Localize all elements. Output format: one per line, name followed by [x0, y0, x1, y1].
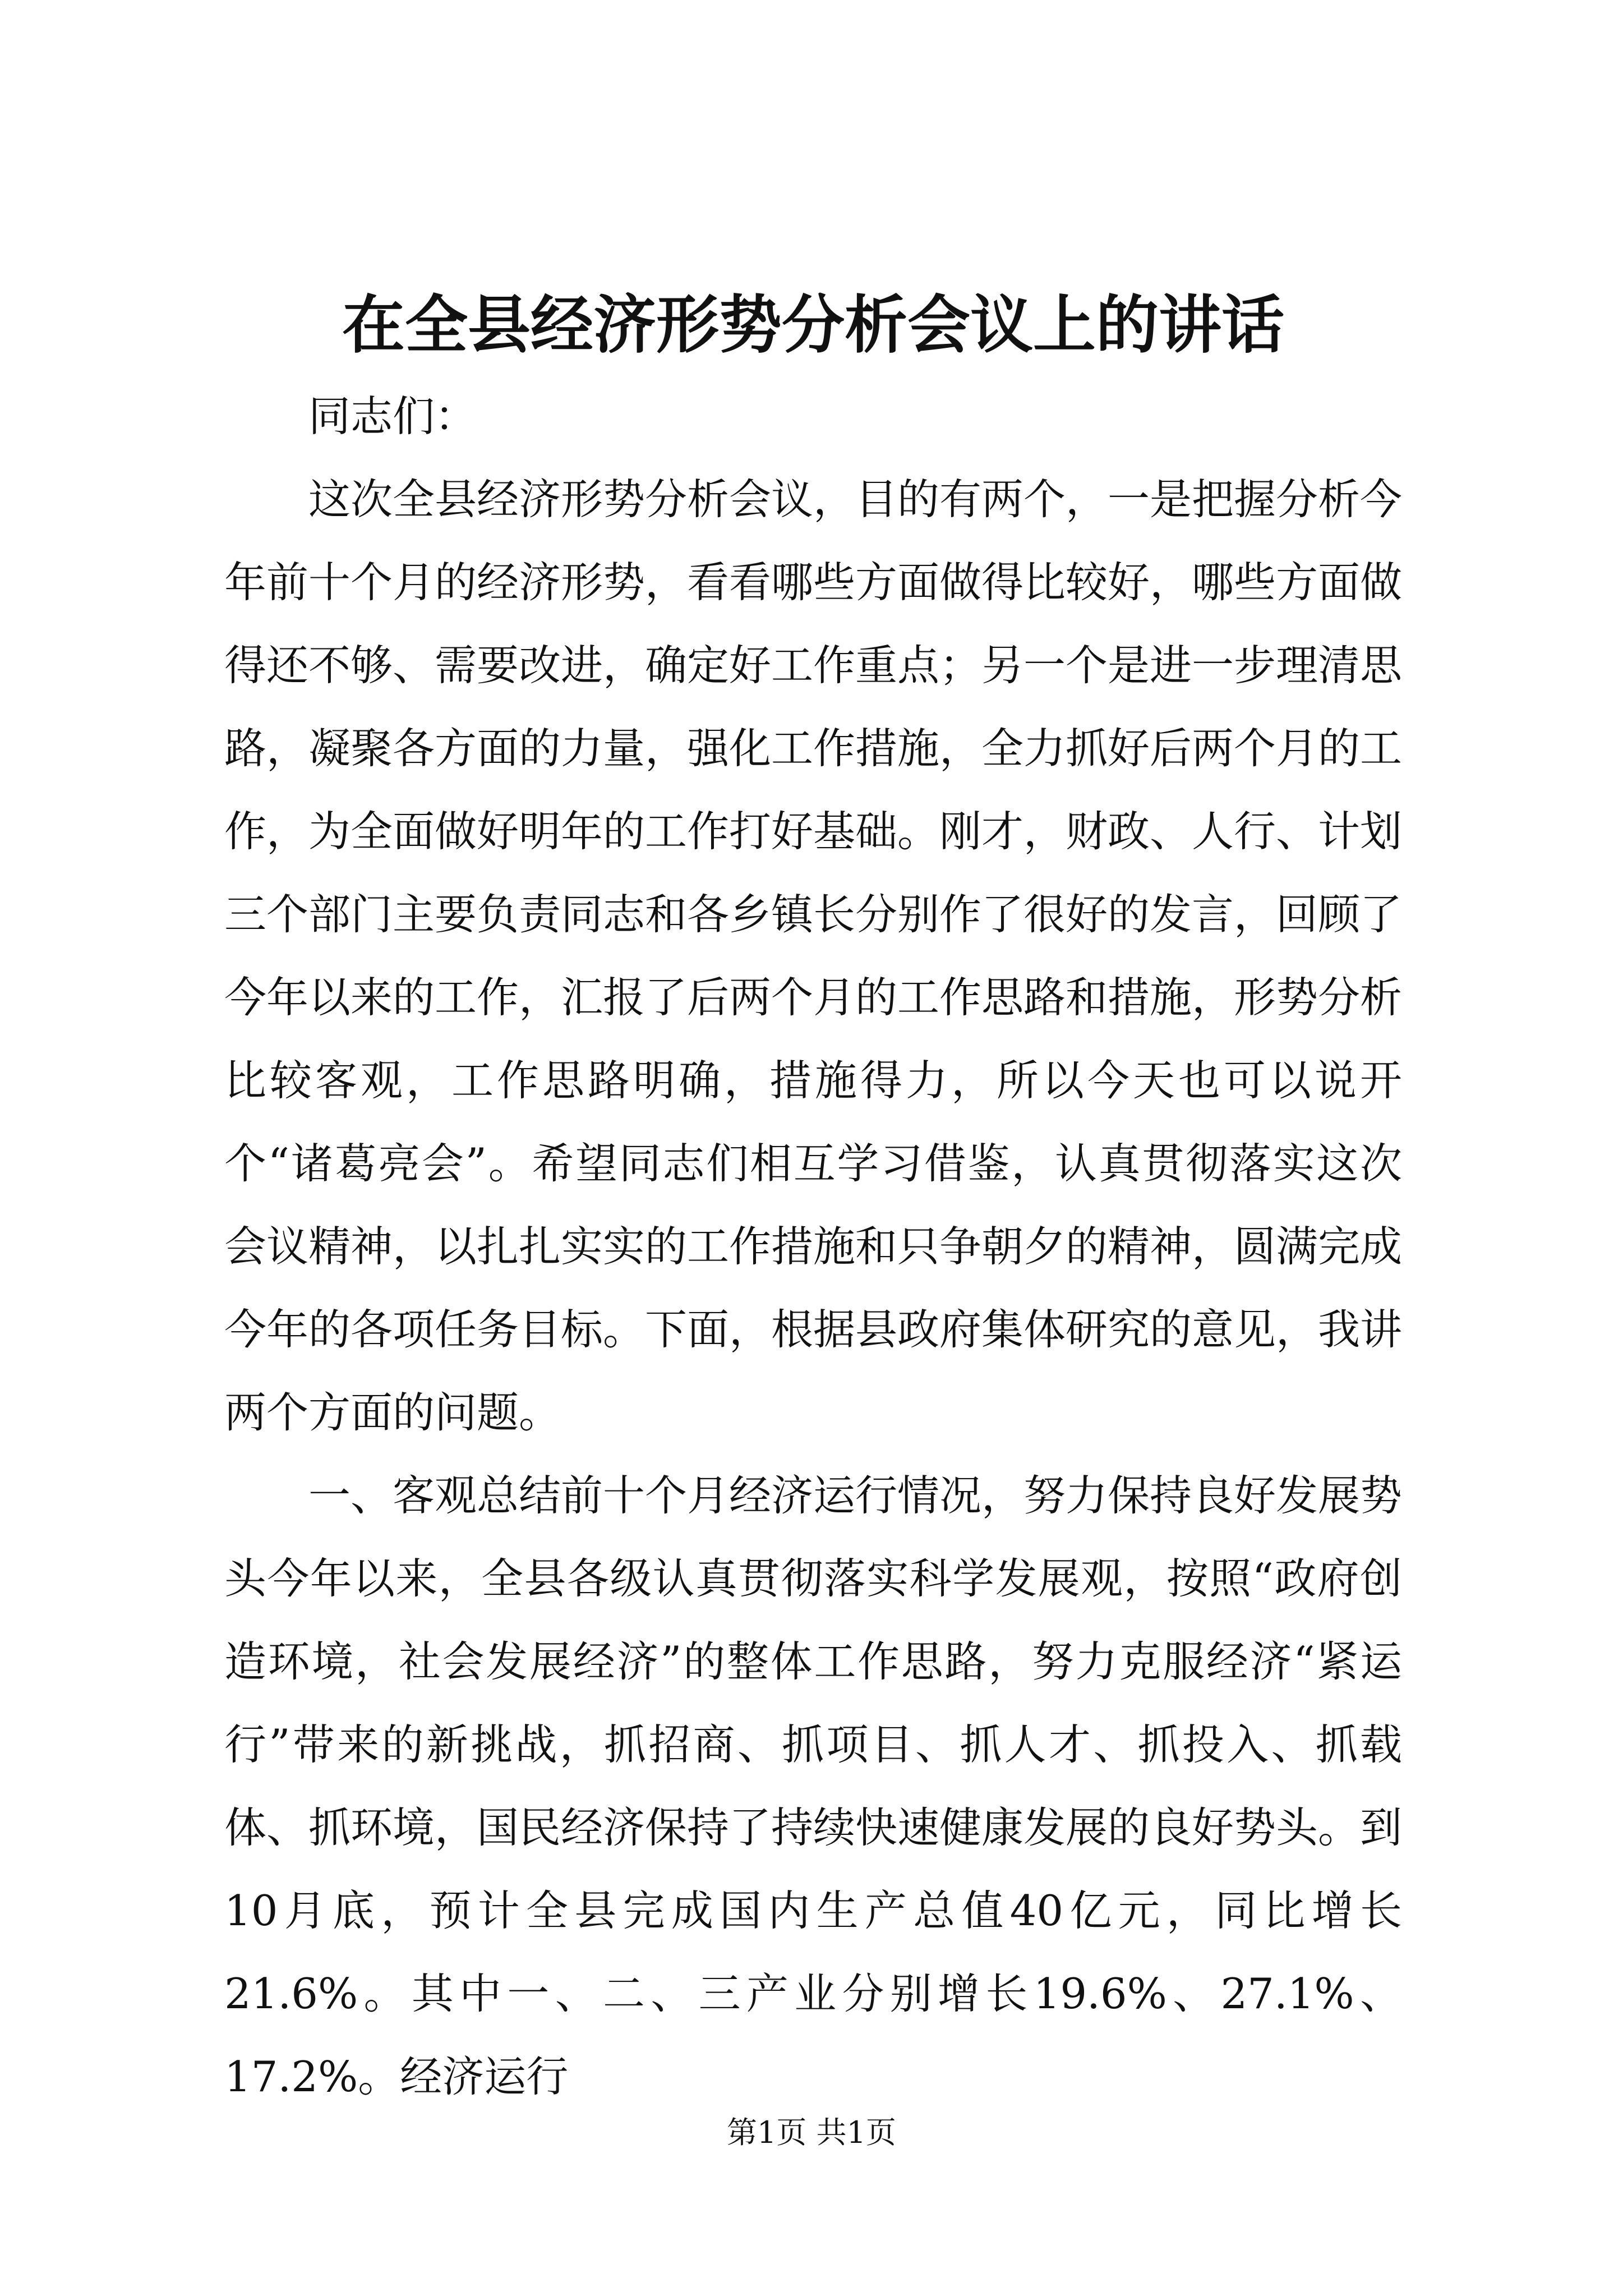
body-paragraph: 一、客观总结前十个月经济运行情况，努力保持良好发展势头今年以来，全县各级认真贯彻落实科学发展观，按照“政府创造环境，社会发展经济”的整体工作思路，努力克服经济“紧运行”带来的新挑战，抓招商、抓项目、抓人才、抓投入、抓载体、抓环境，国民经济保持了持续快速健康发展的良好势头。到10月底，预计全县完成国内生产总值40亿元，同比增长21.6%。其中一、二、三产业分别增长19.6%、27.1%、17.2%。经济运行: [224, 1471, 1403, 2101]
page-footer: 第1页 共1页: [727, 2115, 896, 2150]
document-body: [224, 375, 1402, 2118]
document-title: 在全县经济形势分析会议上的讲话: [342, 288, 1284, 362]
body-paragraph: 这次全县经济形势分析会议，目的有两个，一是把握分析今年前十个月的经济形势，看看哪些方面做得比较好，哪些方面做得还不够、需要改进，确定好工作重点；另一个是进一步理清思路，凝聚各方面的力量，强化工作措施，全力抓好后两个月的工作，为全面做好明年的工作打好基础。刚才，财政、人行、计划三个部门主要负责同志和各乡镇长分别作了很好的发言，回顾了今年以来的工作，汇报了后两个月的工作思路和措施，形势分析比较客观，工作思路明确，措施得力，所以今天也可以说开个“诸葛亮会”。希望同志们相互学习借鉴，认真贯彻落实这次会议精神，以扎扎实实的工作措施和只争朝夕的精神，圆满完成今年的各项任务目标。下面，根据县政府集体研究的意见，我讲两个方面的问题。: [224, 475, 1403, 1437]
salutation-paragraph: 同志们：: [308, 392, 477, 441]
